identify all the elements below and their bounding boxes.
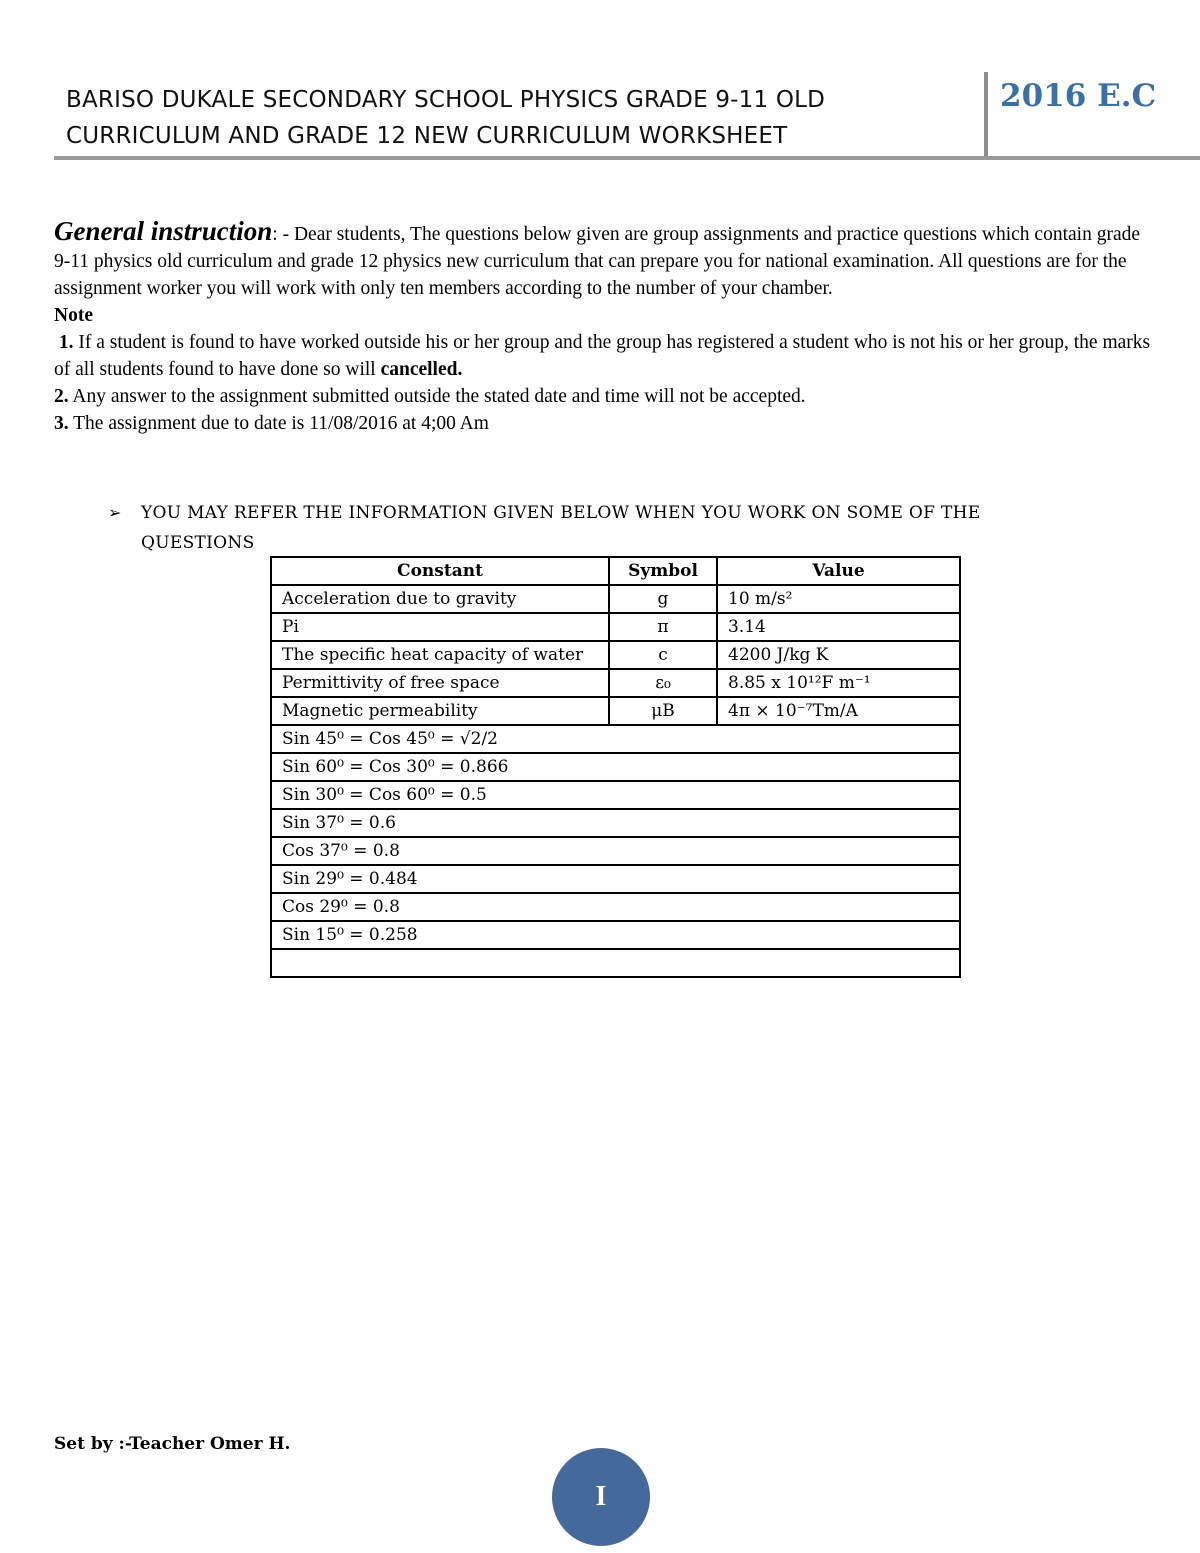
page-header (54, 76, 1200, 162)
worksheet-title (66, 82, 966, 154)
refer-text: YOU MAY REFER THE INFORMATION GIVEN BELOW WHEN YOU WORK ON SOME OF THE QUESTIONS (141, 503, 981, 553)
trig-row (271, 893, 960, 921)
table-row (271, 669, 960, 697)
trig-value: Sin 29⁰ = 0.484 (271, 865, 960, 893)
constant-symbol: g (609, 585, 717, 613)
empty-cell (271, 949, 960, 977)
title-line-2: CURRICULUM AND GRADE 12 NEW CURRICULUM WORKSHEET (66, 123, 788, 149)
constant-value: 4π × 10⁻⁷Tm/A (717, 697, 960, 725)
note-1 (54, 329, 1154, 383)
constants-table (270, 556, 961, 978)
header-value: Value (717, 557, 960, 585)
trig-value: Cos 37⁰ = 0.8 (271, 837, 960, 865)
instruction-title: General instruction (54, 216, 273, 246)
constant-name: The specific heat capacity of water (271, 641, 609, 669)
note-2 (54, 383, 1154, 410)
trig-value: Sin 60⁰ = Cos 30⁰ = 0.866 (271, 753, 960, 781)
set-by-label: Set by :-Teacher Omer H. (54, 1434, 291, 1454)
trig-row (271, 753, 960, 781)
trig-row (271, 921, 960, 949)
constant-value: 3.14 (717, 613, 960, 641)
table-row (271, 585, 960, 613)
note-1-text: If a student is found to have worked outside his or her group and the group has registered a student who is not his or her group, the marks of all students found to have done so will (54, 332, 1151, 380)
constant-value: 4200 J/kg K (717, 641, 960, 669)
table-row (271, 641, 960, 669)
table-row (271, 697, 960, 725)
constant-symbol: ε₀ (609, 669, 717, 697)
trig-value: Sin 30⁰ = Cos 60⁰ = 0.5 (271, 781, 960, 809)
header-divider (984, 72, 988, 158)
trig-value: Cos 29⁰ = 0.8 (271, 893, 960, 921)
trig-row (271, 837, 960, 865)
note-3 (54, 410, 1154, 437)
trig-row (271, 809, 960, 837)
trig-row (271, 725, 960, 753)
note-3-text: The assignment due to date is 11/08/2016 at 4;00 Am (68, 413, 489, 434)
note-3-number: 3. (54, 413, 69, 434)
trig-value: Sin 15⁰ = 0.258 (271, 921, 960, 949)
trig-row (271, 865, 960, 893)
trig-row (271, 781, 960, 809)
table-header-row (271, 557, 960, 585)
empty-row (271, 949, 960, 977)
constant-symbol: c (609, 641, 717, 669)
constant-value: 8.85 x 10¹²F m⁻¹ (717, 669, 960, 697)
constant-name: Pi (271, 613, 609, 641)
note-1-number: 1. (58, 332, 74, 353)
constant-symbol: μB (609, 697, 717, 725)
title-line-1: BARISO DUKALE SECONDARY SCHOOL PHYSICS GRADE 9-11 OLD (66, 87, 826, 113)
year-label: 2016 E.C (1000, 78, 1157, 114)
note-title: Note (54, 305, 93, 326)
instruction-intro: : - Dear students, The questions below given are group assignments and practice questions which contain grade 9-11 physics old curriculum and grade 12 physics new curriculum that can prepare you for national examination. All questions are for the assignment worker you will work with only ten members according to the number of your chamber. (54, 224, 1140, 299)
constant-name: Permittivity of free space (271, 669, 609, 697)
intro-paragraph (54, 218, 1154, 302)
constant-name: Acceleration due to gravity (271, 585, 609, 613)
general-instructions (54, 218, 1154, 437)
page-number-badge: I (552, 1448, 650, 1546)
trig-value: Sin 45⁰ = Cos 45⁰ = √2/2 (271, 725, 960, 753)
header-rule (54, 156, 1200, 160)
note-2-text: Any answer to the assignment submitted outside the stated date and time will not be accepted. (68, 386, 806, 407)
note-2-number: 2. (54, 386, 69, 407)
header-symbol: Symbol (609, 557, 717, 585)
refer-instruction (108, 498, 1068, 558)
arrow-bullet-icon: ➢ (108, 503, 122, 522)
table-row (271, 613, 960, 641)
header-constant: Constant (271, 557, 609, 585)
constant-value: 10 m/s² (717, 585, 960, 613)
constant-symbol: π (609, 613, 717, 641)
trig-value: Sin 37⁰ = 0.6 (271, 809, 960, 837)
constant-name: Magnetic permeability (271, 697, 609, 725)
note-1-emphasis: cancelled. (380, 359, 463, 380)
